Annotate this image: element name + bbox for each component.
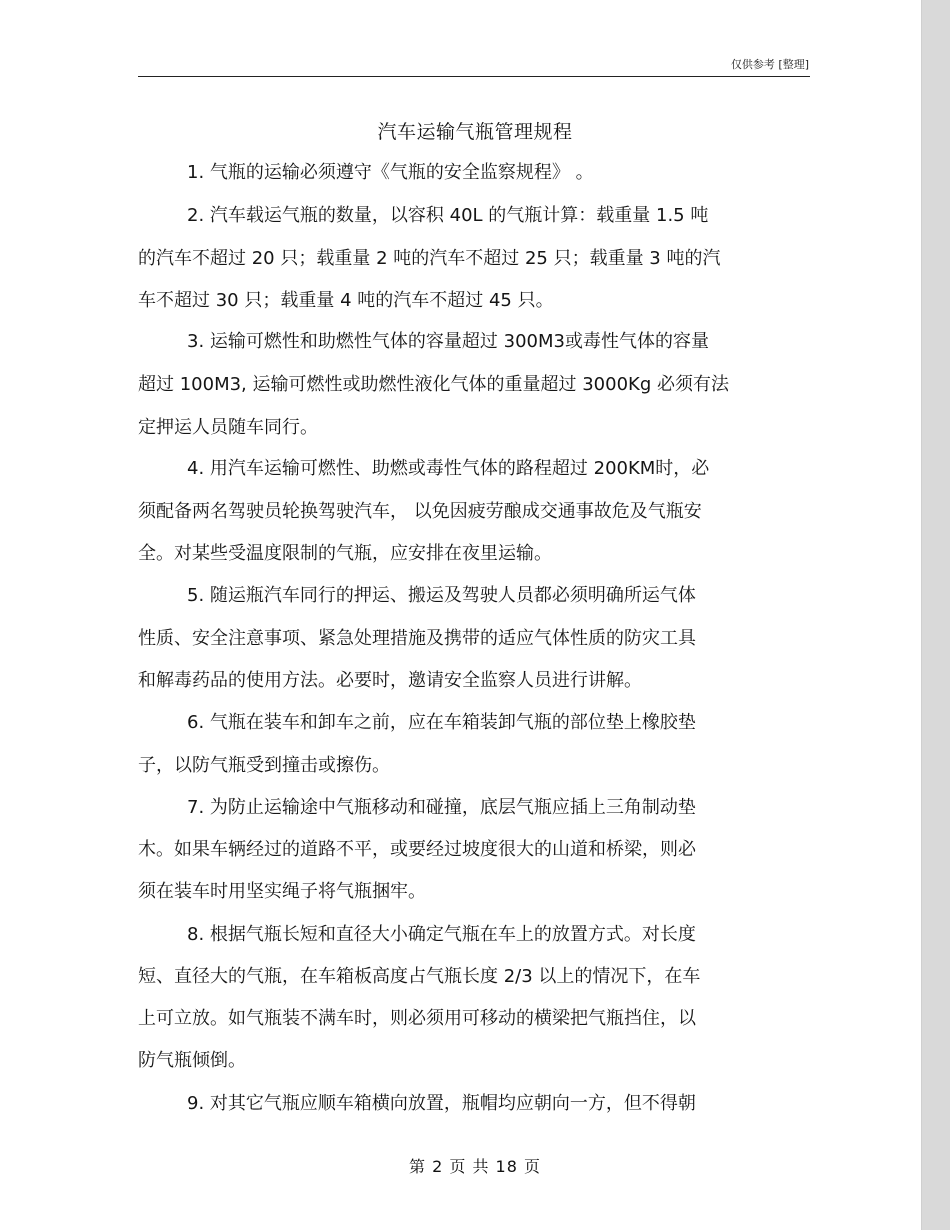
paragraph-2-line-2: 的汽车不超过 20 只；载重量 2 吨的汽车不超过 25 只；载重量 3 吨的汽 bbox=[138, 248, 721, 269]
paragraph-7-line-2: 木。如果车辆经过的道路不平，或要经过坡度很大的山道和桥梁，则必 bbox=[138, 839, 696, 860]
paragraph-7-line-3: 须在装车时用坚实绳子将气瓶捆牢。 bbox=[138, 881, 426, 902]
paragraph-4-line-3: 全。对某些受温度限制的气瓶，应安排在夜里运输。 bbox=[138, 543, 552, 564]
paragraph-2-line-3: 车不超过 30 只；载重量 4 吨的汽车不超过 45 只。 bbox=[138, 290, 554, 311]
document-title: 汽车运输气瓶管理规程 bbox=[377, 121, 573, 143]
paragraph-3-line-3: 定押运人员随车同行。 bbox=[138, 417, 318, 438]
paragraph-6-line-1: 6. 气瓶在装车和卸车之前，应在车箱装卸气瓶的部位垫上橡胶垫 bbox=[187, 712, 696, 733]
paragraph-5-line-2: 性质、安全注意事项、紧急处理措施及携带的适应气体性质的防灾工具 bbox=[138, 628, 696, 649]
paragraph-3-line-2: 超过 100M3, 运输可燃性或助燃性液化气体的重量超过 3000Kg 必须有法 bbox=[138, 374, 729, 395]
paragraph-1-line-1: 1. 气瓶的运输必须遵守《气瓶的安全监察规程》 。 bbox=[187, 162, 594, 183]
paragraph-8-line-2: 短、直径大的气瓶，在车箱板高度占气瓶长度 2/3 以上的情况下，在车 bbox=[138, 966, 701, 987]
paragraph-8-line-3: 上可立放。如气瓶装不满车时，则必须用可移动的横梁把气瓶挡住，以 bbox=[138, 1008, 696, 1029]
header-rule bbox=[138, 76, 810, 77]
header-note: 仅供参考 [整理] bbox=[730, 58, 809, 71]
page-number-footer: 第 2 页 共 18 页 bbox=[409, 1157, 541, 1176]
paragraph-9-line-1: 9. 对其它气瓶应顺车箱横向放置，瓶帽均应朝向一方，但不得朝 bbox=[187, 1093, 696, 1114]
paragraph-6-line-2: 子，以防气瓶受到撞击或擦伤。 bbox=[138, 755, 390, 776]
paragraph-4-line-1: 4. 用汽车运输可燃性、助燃或毒性气体的路程超过 200KM时，必 bbox=[187, 458, 710, 479]
paragraph-7-line-1: 7. 为防止运输途中气瓶移动和碰撞，底层气瓶应插上三角制动垫 bbox=[187, 797, 696, 818]
paragraph-5-line-1: 5. 随运瓶汽车同行的押运、搬运及驾驶人员都必须明确所运气体 bbox=[187, 585, 696, 606]
paragraph-2-line-1: 2. 汽车载运气瓶的数量，以容积 40L 的气瓶计算：载重量 1.5 吨 bbox=[187, 205, 709, 226]
paragraph-8-line-1: 8. 根据气瓶长短和直径大小确定气瓶在车上的放置方式。对长度 bbox=[187, 924, 696, 945]
paragraph-8-line-4: 防气瓶倾倒。 bbox=[138, 1050, 246, 1071]
paragraph-4-line-2: 须配备两名驾驶员轮换驾驶汽车， 以免因疲劳酿成交通事故危及气瓶安 bbox=[138, 501, 702, 522]
paragraph-5-line-3: 和解毒药品的使用方法。必要时，邀请安全监察人员进行讲解。 bbox=[138, 670, 642, 691]
paragraph-3-line-1: 3. 运输可燃性和助燃性气体的容量超过 300M3或毒性气体的容量 bbox=[187, 331, 709, 352]
